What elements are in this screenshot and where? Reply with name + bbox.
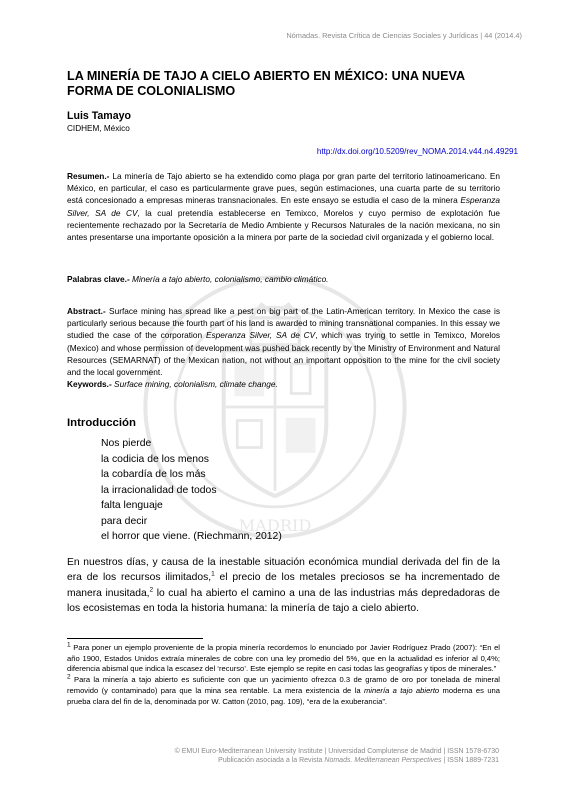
footnote-2 [67,675,500,707]
author-name: Luis Tamayo [67,110,131,122]
footer-line-2-b: | ISSN 1889-7231 [441,757,499,765]
footnote-number-2: 2 [67,673,71,681]
resumen-paragraph [67,170,500,243]
body-text-part: lo cual ha abierto el camino a una de las industrias más depredadoras de los ecosistemas en toda la historia humana: la minería de tajo a cielo abierto. [67,587,500,614]
body-text-part: el precio de los metales preciosos se ha incrementado de manera inusitada, [67,572,501,599]
footnote-2-text-2: moderna es una prueba clara del fin de la, denominada por W. Catton (2010, pag. 109), “era de la exuberancia”. [67,685,500,706]
doi-link[interactable]: http://dx.doi.org/10.5209/rev_NOMA.2014.v44.n4.49291 [316,147,518,156]
abstract-label: Abstract.- [67,306,106,316]
palabras-clave-label: Palabras clave.- [67,274,130,284]
footer-line-2 [175,756,499,765]
keywords-text: Surface mining, colonialism, climate change. [111,379,278,389]
epigraph-poem [101,436,282,545]
footnote-1 [67,643,500,675]
poem-line: la codicia de los menos [101,453,210,465]
footer-line-1: © EMUI Euro-Mediterranean University Institute | Universidad Complutense de Madrid | ISSN 1578-6730 [174,748,499,755]
resumen-label: Resumen.- [67,171,110,181]
resumen-company: Esperanza Silver, SA de CV [67,195,500,218]
abstract-paragraph [67,305,500,378]
palabras-clave-text: Minería a tajo abierto, colonialismo, cambio climático. [129,274,329,284]
footnote-divider [67,638,203,639]
poem-line: falta lenguaje [101,500,163,512]
footer-line-2-italic: Nomads. Mediterranean Perspectives [324,757,442,765]
poem-line: para decir [101,515,148,527]
section-heading-introduccion: Introducción [67,417,136,429]
abstract-company: Esperanza Silver, SA de CV [205,330,316,341]
footnote-2-italic: minería a tajo abierto [363,685,440,695]
palabras-clave-paragraph [67,273,500,285]
abstract-text-1: Surface mining has spread like a pest on big part of the Latin-American territory. In Mexico the case is particularly serious because the fourth part of his land is awarded to mining transnational companies. In this essay we studied the case of the corporation [67,306,500,341]
resumen-text-1: La minería de Tajo abierto se ha extendido como plaga por gran parte del territorio latinoamericano. En México, en particular, el caso es particularmente grave pues, según estimaciones, una cuarta parte de su territorio está concesionado a empresas mineras transnacionales. En este ensayo se estudia el caso de la minera [67,171,500,206]
footer-line-2-a: Publicación asociada a la Revista [218,757,325,765]
article-title: LA MINERÍA DE TAJO A CIELO ABIERTO EN MÉXICO: UNA NUEVA FORMA DE COLONIALISMO [67,69,465,98]
intro-body-paragraph [67,555,500,616]
footnotes [67,643,500,707]
body-text-part: En nuestros días, y causa de la inestable situación económica mundial derivada del fin de la era de los recursos ilimitados, [67,557,500,584]
svg-text:MADRID: MADRID [238,516,312,536]
poem-line: la cobardía de los más [101,469,206,481]
footnote-ref-2[interactable]: 2 [149,586,154,594]
journal-header: Nómadas. Revista Crítica de Ciencias Sociales y Jurídicas | 44 (2014.4) [286,31,522,40]
poem-line: Nos pierde [101,438,152,449]
footnote-number-1: 1 [67,641,71,649]
resumen-text-2: , la cual pretendía establecerse en Temixco, Morelos y cuyo permiso de explotación fue recientemente rechazado por la Secretaría de Medio Ambiente y Recursos Naturales de la nación mexicana, no sin antes presentarse una importante oposición a la minera por parte de la sociedad civil organizada y el gobierno local. [67,207,500,243]
keywords-paragraph [67,378,500,390]
abstract-text-2: , which was trying to settle in Temixco, Morelos (Mexico) and whose permission of development was pushed back recently by the Ministry of Environment and Natural Resources (SEMARNAT) of the Mexican nation, not without an important opposition to the mine for the civil society and the local government. [67,330,500,378]
footnote-2-text-1: Para la minería a tajo abierto es suficiente con que un yacimiento ofrezca 0.3 de gramo de oro por tonelada de mineral removido (y contaminado) para que la mina sea rentable. La mera existencia de la [67,675,500,695]
footnote-1-text: Para poner un ejemplo proveniente de la propia minería recordemos lo enunciado por Javier Rodríguez Prado (2007): “En el año 1900, Estados Unidos extraía minerales de cobre con una ley promedio del 5%, que en la actualidad es inferior al 0,4%; diferencia abismal que indica la escasez del ‘recurso’. Este ejemplo se repite en casi todas las geografías y tipos de minerales.” [67,643,500,674]
keywords-label: Keywords.- [67,379,112,389]
footnote-ref-1[interactable]: 1 [211,570,215,578]
page-footer [175,747,499,766]
author-affiliation: CIDHEM, México [67,124,130,133]
poem-line: la irracionalidad de todos [101,484,217,496]
poem-line: el horror que viene. (Riechmann, 2012) [101,531,282,543]
